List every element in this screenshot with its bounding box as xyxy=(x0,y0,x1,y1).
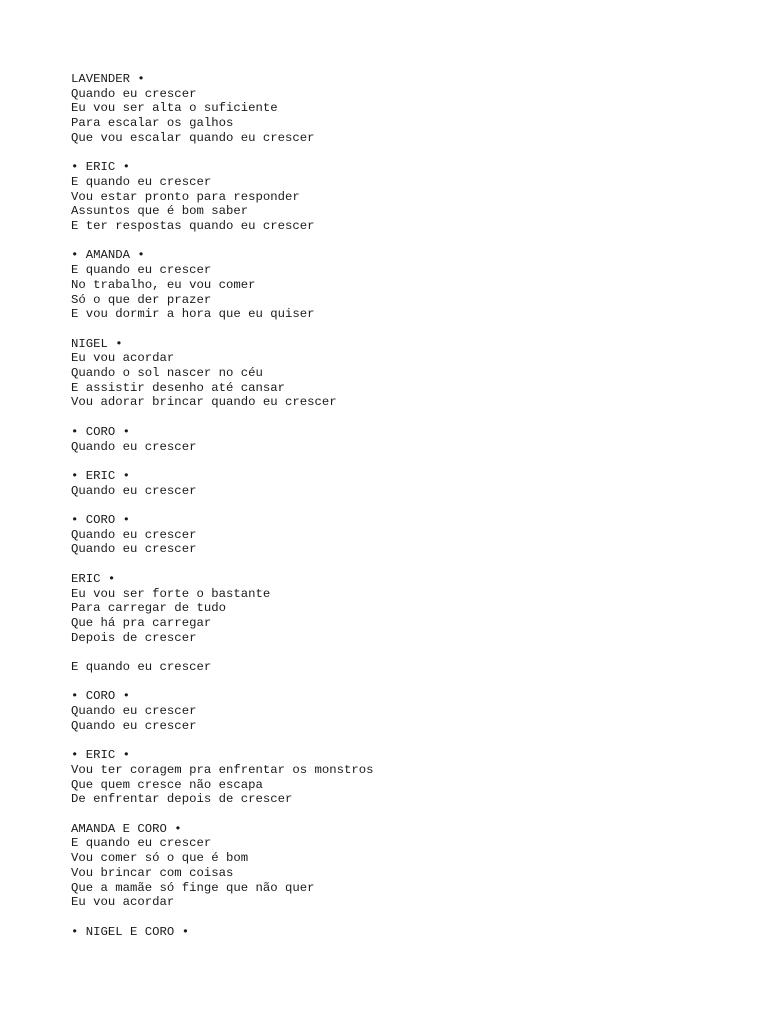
lyric-line: De enfrentar depois de crescer xyxy=(71,792,293,807)
lyric-line: Quando eu crescer xyxy=(71,439,197,454)
lyric-line: Quando eu crescer xyxy=(71,718,197,733)
stanza-eric-5 xyxy=(71,748,731,807)
stanza-coro-3 xyxy=(71,689,731,733)
speaker-label: NIGEL • xyxy=(71,336,123,351)
stanza-eric-1 xyxy=(71,160,731,234)
speaker-label: • CORO • xyxy=(71,513,131,527)
lyric-line: Que vou escalar quando eu crescer xyxy=(71,130,315,145)
lyric-line: Assuntos que é bom saber xyxy=(71,204,249,219)
lyric-line: Eu vou acordar xyxy=(71,351,175,366)
lyric-line: E ter respostas quando eu crescer xyxy=(71,219,315,234)
stanza-nigel xyxy=(71,337,731,411)
speaker-label: LAVENDER • xyxy=(71,72,145,86)
lyric-line: E quando eu crescer xyxy=(71,263,212,278)
speaker-label: ERIC • xyxy=(71,571,116,586)
lyric-line: Quando o sol nascer no céu xyxy=(71,366,263,381)
stanza-lavender xyxy=(71,72,731,146)
lyric-line: Depois de crescer xyxy=(71,630,197,645)
lyric-line: Só o que der prazer xyxy=(71,292,212,307)
lyric-line: Eu vou acordar xyxy=(71,895,175,910)
lyric-line: E assistir desenho até cansar xyxy=(71,380,286,395)
speaker-label: • AMANDA • xyxy=(71,248,145,263)
stanza-eric-4 xyxy=(71,660,731,675)
stanza-coro-1 xyxy=(71,425,731,454)
lyric-line: Eu vou ser alta o suficiente xyxy=(71,101,278,116)
stanza-amanda xyxy=(71,248,731,322)
lyric-line: Vou estar pronto para responder xyxy=(71,189,300,204)
speaker-label: • CORO • xyxy=(71,689,131,704)
lyric-line: E quando eu crescer xyxy=(71,660,212,674)
lyric-line: Vou comer só o que é bom xyxy=(71,851,249,866)
speaker-label: • ERIC • xyxy=(71,468,131,483)
lyric-line: Que quem cresce não escapa xyxy=(71,777,263,792)
lyric-line: Vou brincar com coisas xyxy=(71,865,234,880)
stanza-coro-2 xyxy=(71,513,731,557)
speaker-label: • CORO • xyxy=(71,424,131,439)
lyric-line: Quando eu crescer xyxy=(71,527,197,542)
lyric-line: Quando eu crescer xyxy=(71,542,197,557)
lyric-line: Vou ter coragem pra enfrentar os monstros xyxy=(71,762,374,777)
lyric-line: Eu vou ser forte o bastante xyxy=(71,586,271,601)
lyric-line: Quando eu crescer xyxy=(71,704,197,719)
lyric-line: E quando eu crescer xyxy=(71,174,212,189)
lyric-line: Que a mamãe só finge que não quer xyxy=(71,880,315,895)
speaker-label: • ERIC • xyxy=(71,748,131,763)
lyric-line: Quando eu crescer xyxy=(71,483,197,498)
stanza-eric-3 xyxy=(71,572,731,646)
lyrics-document xyxy=(71,72,731,954)
stanza-eric-2 xyxy=(71,469,731,498)
stanza-amanda-e-coro xyxy=(71,822,731,910)
lyric-line: Para carregar de tudo xyxy=(71,601,226,616)
lyric-line: E quando eu crescer xyxy=(71,836,212,851)
speaker-label: • ERIC • xyxy=(71,160,131,175)
lyric-line: E vou dormir a hora que eu quiser xyxy=(71,307,315,322)
lyric-line: No trabalho, eu vou comer xyxy=(71,277,256,292)
lyric-line: Que há pra carregar xyxy=(71,615,212,630)
lyric-line: Quando eu crescer xyxy=(71,86,197,101)
speaker-label: AMANDA E CORO • xyxy=(71,821,182,836)
lyric-line: Para escalar os galhos xyxy=(71,116,234,131)
lyric-line: Vou adorar brincar quando eu crescer xyxy=(71,395,337,410)
speaker-label: • NIGEL E CORO • xyxy=(71,924,190,939)
stanza-nigel-e-coro xyxy=(71,925,731,940)
